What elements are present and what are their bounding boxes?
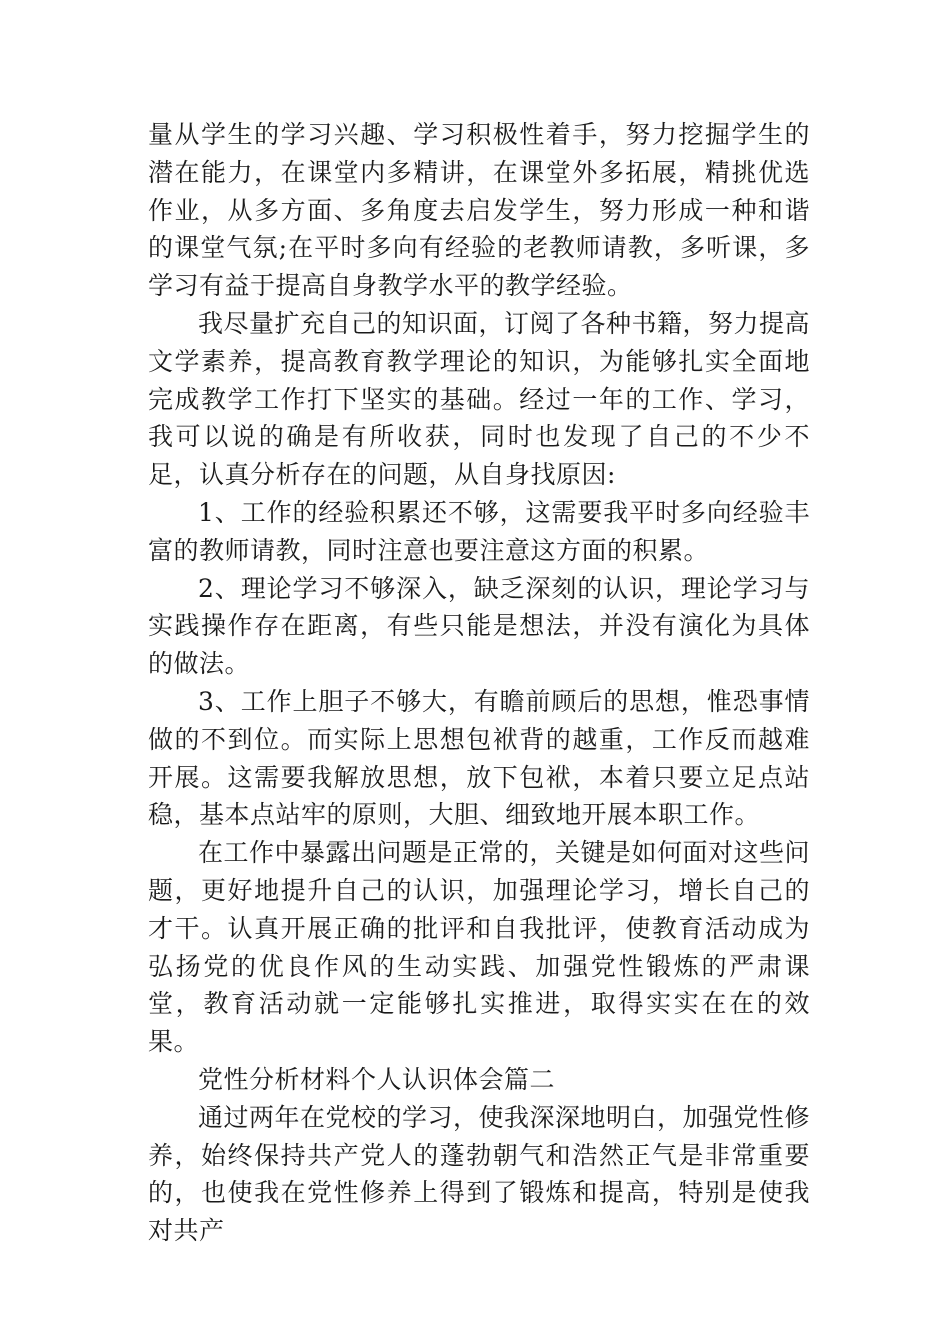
paragraph-knowledge: 我尽量扩充自己的知识面，订阅了各种书籍，努力提高文学素养，提高教育教学理论的知识，为能够扎实全面地完成教学工作打下坚实的基础。经过一年的工作、学习，我可以说的确是有所收获，同时也发现了自己的不少不足，认真分析存在的问题，从自身找原因: — [148, 308, 811, 490]
paragraph-conclusion: 在工作中暴露出问题是正常的，关键是如何面对这些问题，更好地提升自己的认识，加强理论学习，增长自己的才干。认真开展正确的批评和自我批评，使教育活动成为弘扬党的优良作风的生动实践、加强党性锻炼的严肃课堂，教育活动就一定能够扎实推进，取得实实在在的效果。 — [148, 838, 811, 1057]
paragraph-continued: 量从学生的学习兴趣、学习积极性着手，努力挖掘学生的潜在能力，在课堂内多精讲，在课堂外多拓展，精挑优选作业，从多方面、多角度去启发学生，努力形成一种和谐的课堂气氛;在平时多向有经验的老教师请教，多听课，多学习有益于提高自身教学水平的教学经验。 — [148, 120, 810, 301]
paragraph-part-two-intro: 通过两年在党校的学习，使我深深地明白，加强党性修养，始终保持共产党人的蓬勃朝气和浩然正气是非常重要的，也使我在党性修养上得到了锻炼和提高，特别是使我对共产 — [148, 1102, 811, 1246]
document-page — [148, 116, 810, 1250]
paragraph-point-3: 3、工作上胆子不够大，有瞻前顾后的思想，惟恐事情做的不到位。而实际上思想包袱背的越重，工作反而越难开展。这需要我解放思想，放下包袱，本着只要立足点站稳，基本点站牢的原则，大胆、细致地开展本职工作。 — [148, 686, 810, 830]
paragraph-point-1: 1、工作的经验积累还不够，这需要我平时多向经验丰富的教师请教，同时注意也要注意这方面的积累。 — [148, 497, 810, 565]
paragraph-point-2: 2、理论学习不够深入，缺乏深刻的认识，理论学习与实践操作存在距离，有些只能是想法，并没有演化为具体的做法。 — [148, 573, 810, 679]
section-heading: 党性分析材料个人认识体会篇二 — [198, 1064, 556, 1094]
